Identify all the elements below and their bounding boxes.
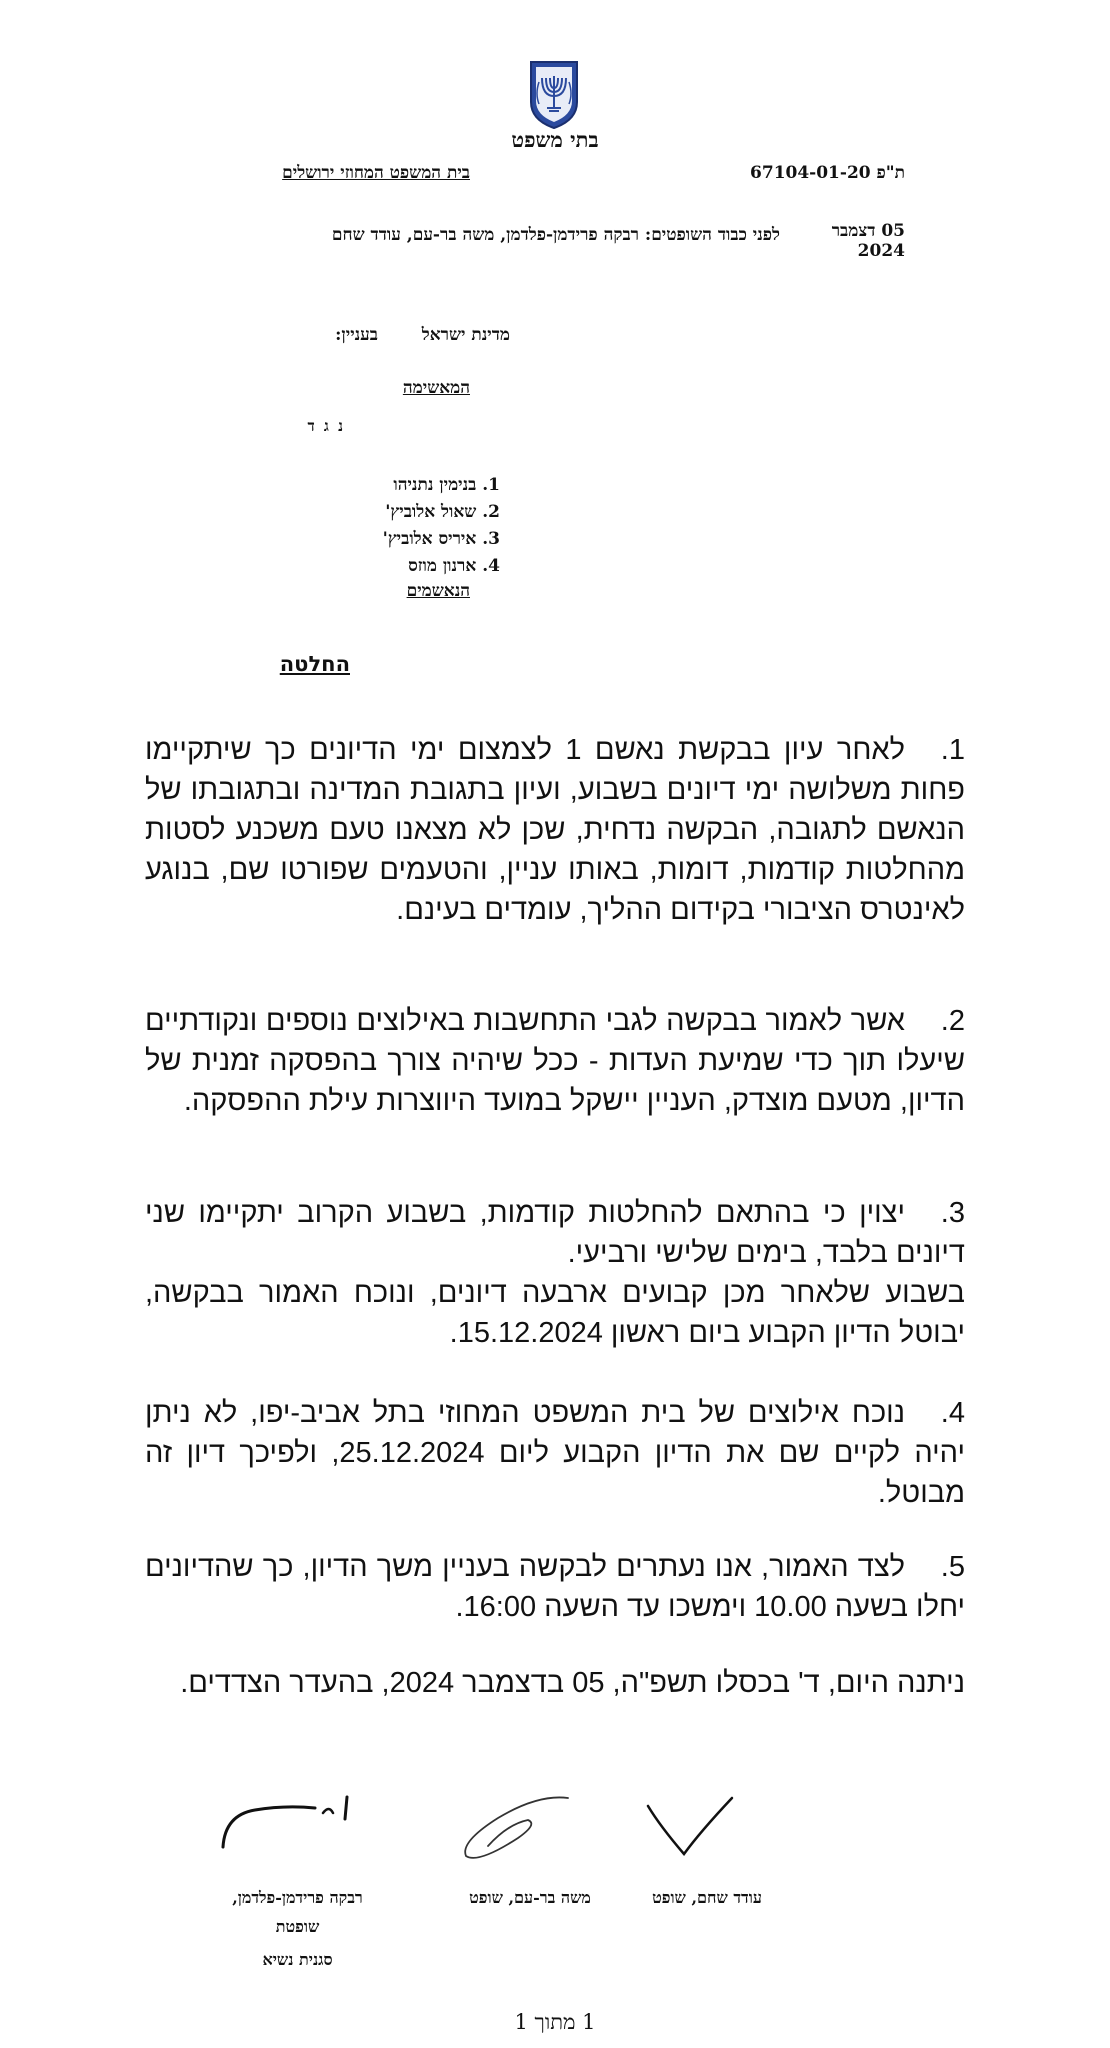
paragraph-text-continued: בשבוע שלאחר מכן קבועים ארבעה דיונים, ונוכח האמור בבקשה, יבוטל הדיון הקבוע ביום ראשון 15.12.2024. [145, 1277, 965, 1349]
signature-name: משה בר-עם, שופט [469, 1888, 591, 1907]
paragraph-text: אשר לאמור בבקשה לגבי התחשבות באילוצים נוספים ונקודתיים שיעלו תוך כדי שמיעת העדות - ככל שיהיה צורך בהפסקה זמנית של הדיון, מטעם מוצדק, העניין יישקל במועד היווצרות עילת ההפסקה. [145, 1005, 965, 1117]
case-number: ת"פ 67104-01-20 [750, 163, 905, 183]
defendant-item: 1. בנימין נתניהו [393, 475, 500, 495]
signature-shaham [640, 1792, 740, 1864]
defendant-item: 2. שאול אלוביץ' [385, 502, 500, 522]
menorah-emblem-icon [527, 58, 581, 130]
signature-title: שופטת [275, 1917, 320, 1936]
defendants-list [200, 472, 500, 580]
decision-paragraph [145, 1547, 965, 1627]
paragraph-text: לאחר עיון בבקשת נאשם 1 לצמצום ימי הדיונים כך שיתקיימו פחות משלושה ימי דיונים בשבוע, ועיון בתגובת המדינה ובתגובתו של הנאשם לתגובה, הבקשה נדחית, שכן לא מצאנו טעם משכנע לסטות מהחלטות קודמות, דומות, באותו עניין, והטעמים שפורטו שם, בנוגע לאינטרס הציבורי בקידום ההליך, עומדים בעינם. [145, 734, 965, 926]
decision-paragraph [145, 1193, 965, 1353]
defendant-item: 4. ארנון מוזס [408, 556, 500, 576]
signature-bar-am [448, 1790, 578, 1865]
decision-paragraph [145, 730, 965, 930]
paragraph-text: נוכח אילוצים של בית המשפט המחוזי בתל אביב-יפו, לא ניתן יהיה לקיים שם את הדיון הקבוע ליום 25.12.2024, ולפיכך דיון זה מבוטל. [145, 1397, 965, 1509]
signature-name: עודד שחם, שופט [652, 1888, 762, 1907]
decision-paragraph [145, 1001, 965, 1121]
paragraph-text: יצוין כי בהתאם להחלטות קודמות, בשבוע הקרוב יתקיימו שני דיונים בלבד, בימים שלישי ורביעי. [145, 1197, 965, 1269]
decision-title: החלטה [279, 652, 350, 676]
defendant-item: 3. איריס אלוביץ' [382, 529, 500, 549]
page-number: 1 מתוך 1 [514, 2010, 596, 2034]
paragraph-number: 3. [940, 1197, 965, 1229]
court-name: בתי משפט [511, 127, 599, 152]
paragraph-number: 1. [940, 734, 965, 766]
paragraph-number: 4. [940, 1397, 965, 1429]
prosecution-label: המאשימה [402, 378, 470, 398]
paragraph-number: 5. [940, 1551, 965, 1583]
decision-paragraph [145, 1393, 965, 1513]
versus-label: נ ג ד [307, 417, 345, 435]
in-matter-label: בעניין: [335, 325, 378, 345]
decision-date: 05 דצמבר 2024 [831, 221, 905, 261]
court-district: בית המשפט המחוזי ירושלים [282, 163, 470, 183]
accused-label: הנאשמים [406, 581, 470, 601]
signature-role: סגנית נשיא [262, 1950, 333, 1969]
signature-friedman-feldman [215, 1775, 365, 1855]
paragraph-number: 2. [940, 1005, 965, 1037]
signature-name: רבקה פרידמן-פלדמן, [232, 1888, 363, 1907]
given-statement: ניתנה היום, ד' בכסלו תשפ"ה, 05 בדצמבר 2024, בהעדר הצדדים. [180, 1667, 965, 1699]
paragraph-text: לצד האמור, אנו נעתרים לבקשה בעניין משך הדיון, כך שהדיונים יחלו בשעה 10.00 וימשכו עד השעה 16:00. [145, 1551, 965, 1623]
plaintiff: מדינת ישראל [421, 325, 510, 345]
judges-panel: לפני כבוד השופטים: רבקה פרידמן-פלדמן, משה בר-עם, עודד שחם [331, 225, 780, 245]
